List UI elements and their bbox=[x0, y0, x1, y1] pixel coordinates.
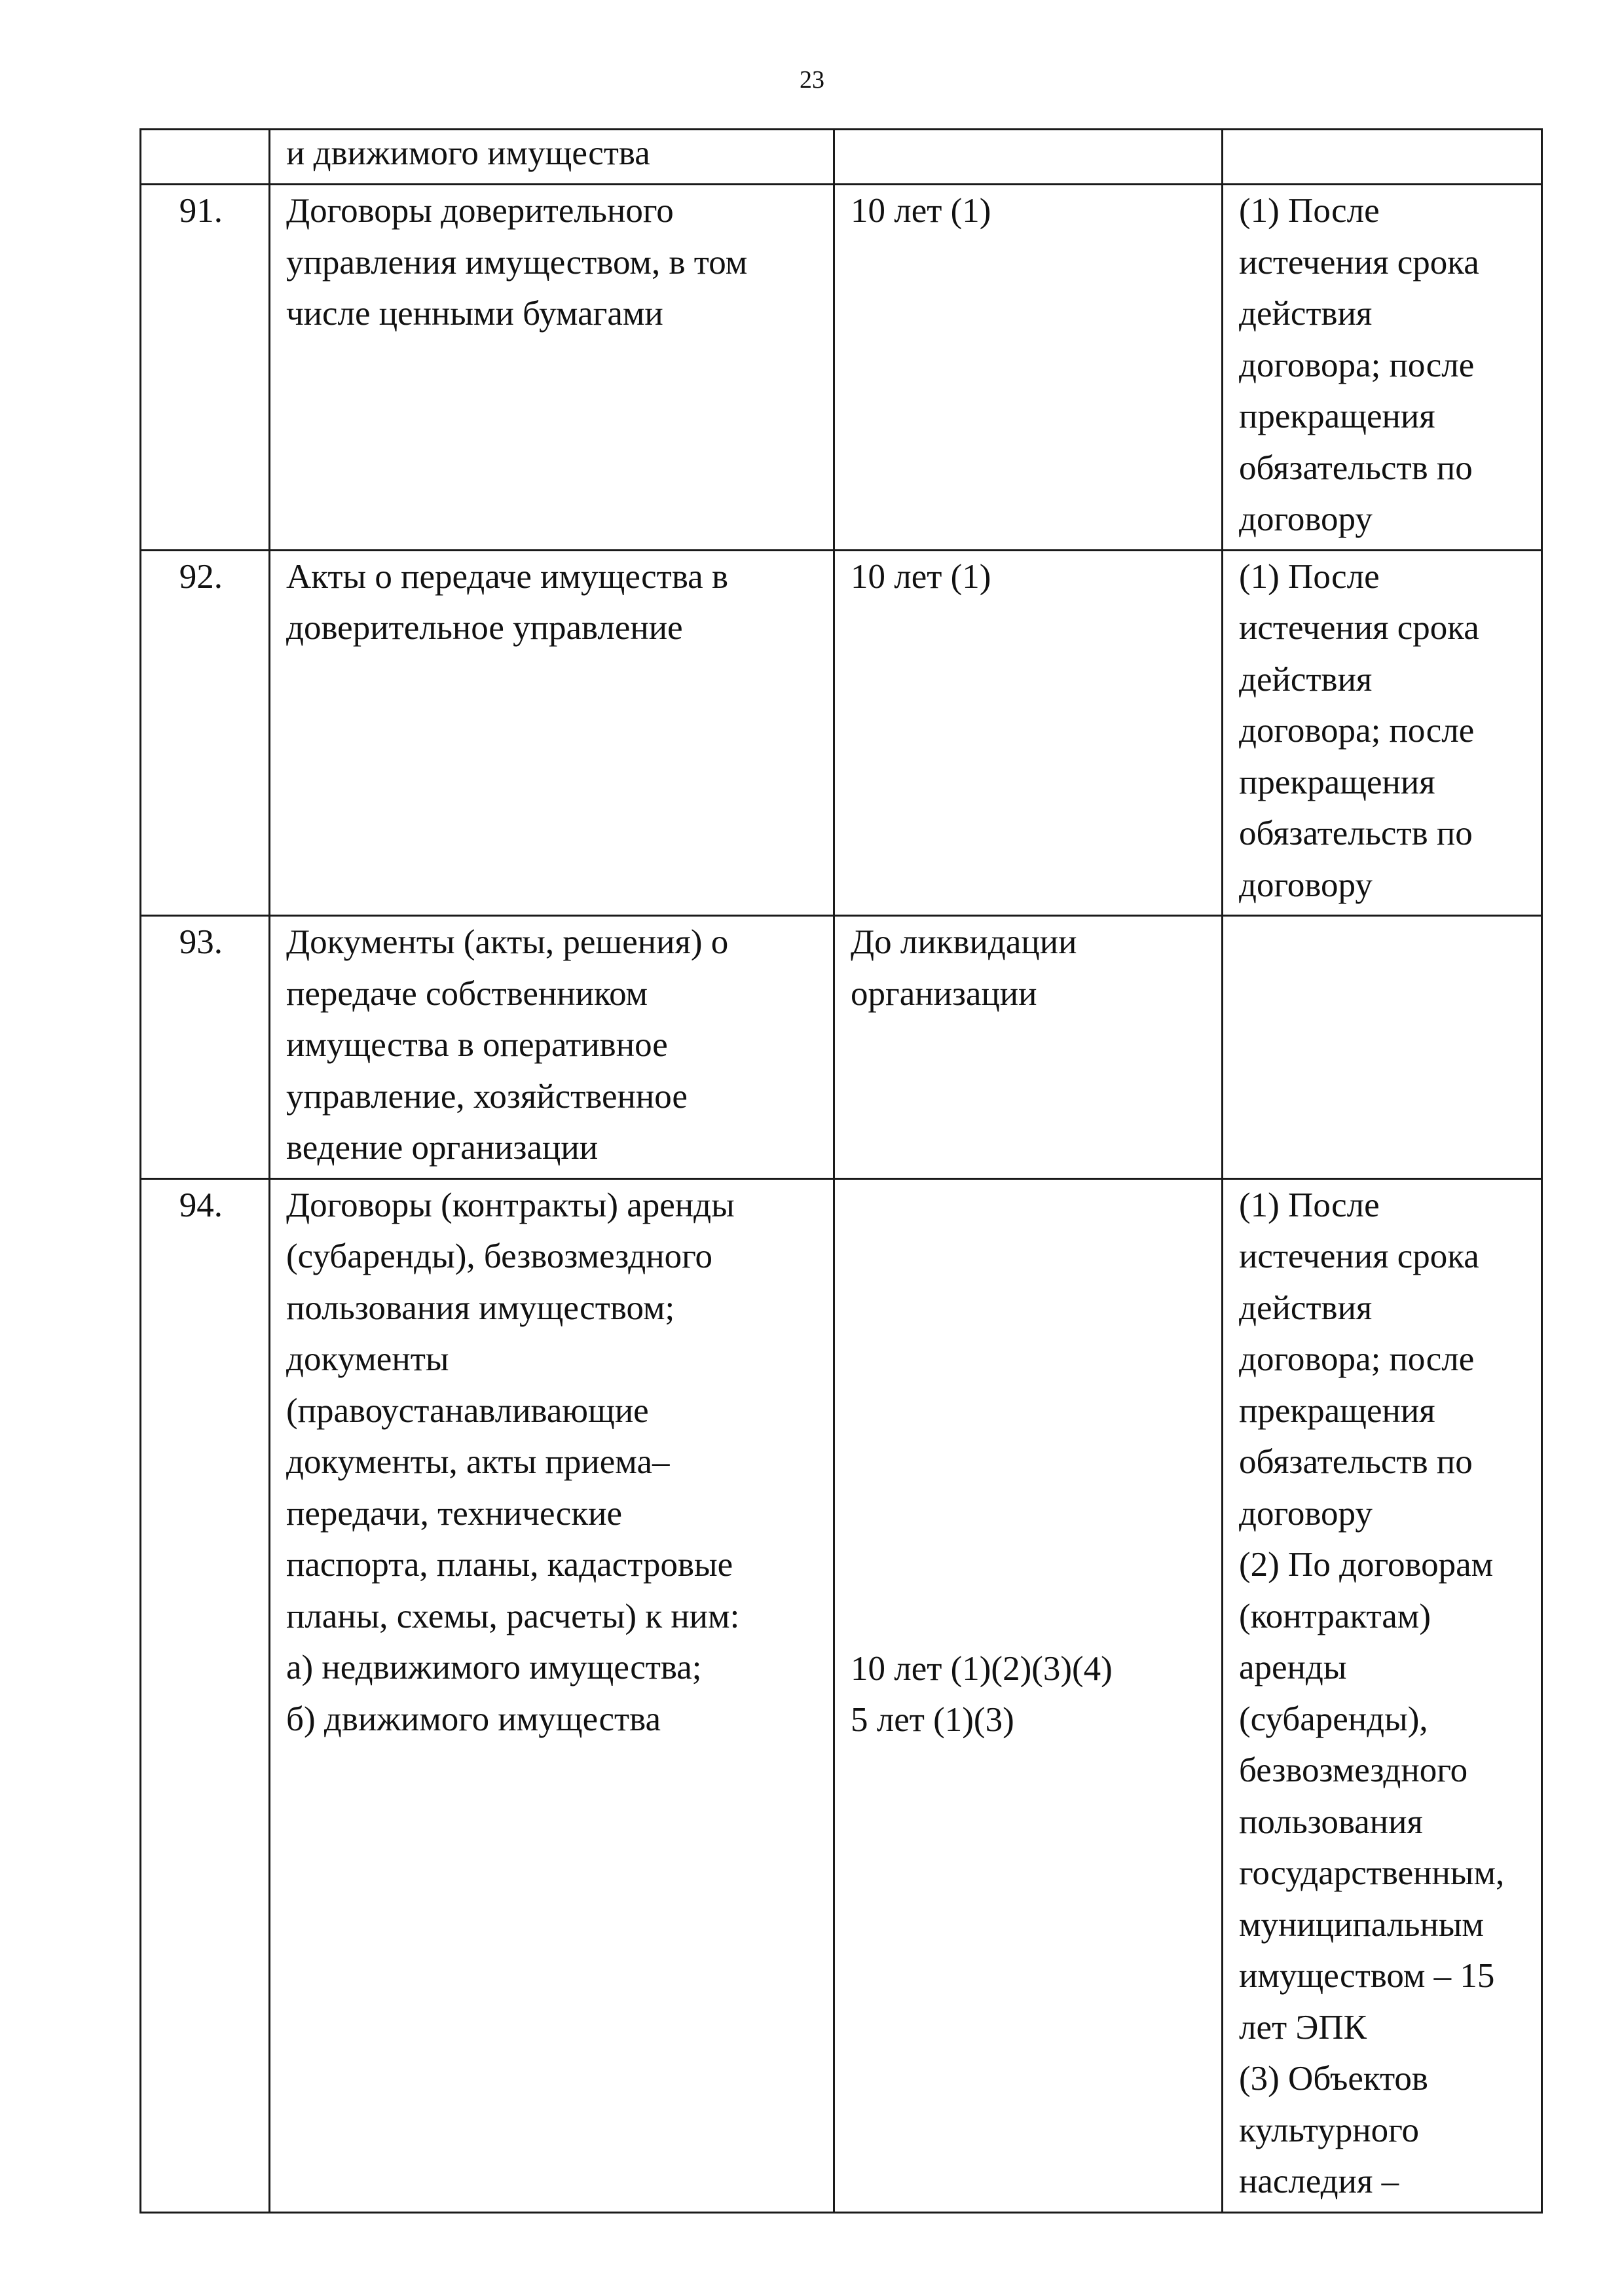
row-term-cell: До ликвидации организации bbox=[834, 916, 1223, 1179]
row-term-cell bbox=[834, 130, 1223, 185]
row-number-cell: 91. bbox=[141, 185, 270, 551]
row-note-cell: (1) После истечения срока действия договора; после прекращения обязательств по договору bbox=[1223, 185, 1542, 551]
row-term-cell: 10 лет (1) bbox=[834, 185, 1223, 551]
row-note-cell: (1) После истечения срока действия договора; после прекращения обязательств по договору bbox=[1223, 550, 1542, 916]
row-title-cell: Документы (акты, решения) о передаче собственником имущества в оперативное управление, хозяйственное ведение организации bbox=[270, 916, 834, 1179]
row-number-cell bbox=[141, 130, 270, 185]
row-title-cell: Акты о передаче имущества в доверительное управление bbox=[270, 550, 834, 916]
retention-table bbox=[139, 128, 1543, 2214]
table-row bbox=[141, 185, 1542, 551]
row-title-cell: Договоры (контракты) аренды (субаренды), безвозмездного пользования имуществом; документы (правоустанавливающие документы, акты приема– передачи, технические паспорта, планы, кадастровые планы, схемы, расчеты) к ним: а) недвижимого имущества; б) движимого имущества bbox=[270, 1178, 834, 2212]
table-row bbox=[141, 550, 1542, 916]
row-title-cell: Договоры доверительного управления имуществом, в том числе ценными бумагами bbox=[270, 185, 834, 551]
table-row-continuation bbox=[141, 130, 1542, 185]
row-term-text: 10 лет (1)(2)(3)(4) 5 лет (1)(3) bbox=[851, 1649, 1113, 1739]
row-number-cell: 92. bbox=[141, 550, 270, 916]
row-number-cell: 94. bbox=[141, 1178, 270, 2212]
page-number: 23 bbox=[800, 66, 824, 94]
row-note-cell: (1) После истечения срока действия договора; после прекращения обязательств по договору (2) По договорам (контрактам) аренды (субаренды), безвозмездного пользования государственным, муниципальным имуществом – 15 лет ЭПК (3) Объектов культурного наследия – bbox=[1223, 1178, 1542, 2212]
table-row bbox=[141, 1178, 1542, 2212]
row-note-cell bbox=[1223, 130, 1542, 185]
row-title-cell: и движимого имущества bbox=[270, 130, 834, 185]
row-note-cell bbox=[1223, 916, 1542, 1179]
table-row bbox=[141, 916, 1542, 1179]
row-term-cell bbox=[834, 1178, 1223, 2212]
row-term-cell: 10 лет (1) bbox=[834, 550, 1223, 916]
row-number-cell: 93. bbox=[141, 916, 270, 1179]
